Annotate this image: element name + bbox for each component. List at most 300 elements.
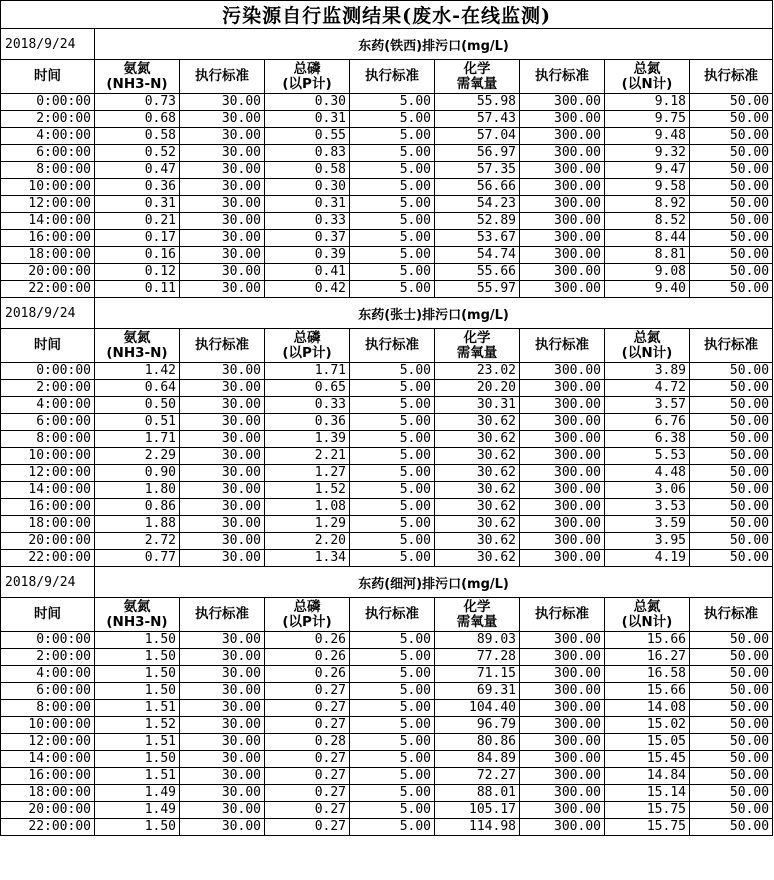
column-header-cod [435, 60, 520, 94]
cell-ammonia: 0.17 [95, 230, 180, 247]
cell-nitrogen: 14.08 [605, 700, 690, 717]
cell-phosphorus-standard: 5.00 [350, 128, 435, 145]
cell-cod: 69.31 [435, 683, 520, 700]
cell-time: 12:00:00 [1, 734, 95, 751]
cell-nitrogen-standard: 50.00 [690, 550, 773, 567]
cell-nitrogen-standard: 50.00 [690, 94, 773, 111]
cell-nitrogen-standard: 50.00 [690, 632, 773, 649]
cell-cod-standard: 300.00 [520, 179, 605, 196]
table-row [1, 264, 773, 281]
cell-ammonia: 1.50 [95, 632, 180, 649]
cell-phosphorus: 0.27 [265, 683, 350, 700]
column-header-time [1, 598, 95, 632]
cell-phosphorus-standard: 5.00 [350, 380, 435, 397]
table-row [1, 111, 773, 128]
cell-time: 14:00:00 [1, 482, 95, 499]
column-header-nitrogen [605, 60, 690, 94]
cell-phosphorus-standard: 5.00 [350, 448, 435, 465]
table-row [1, 717, 773, 734]
cell-ammonia-standard: 30.00 [180, 533, 265, 550]
cell-ammonia-standard: 30.00 [180, 94, 265, 111]
cell-time: 20:00:00 [1, 264, 95, 281]
cell-ammonia-standard: 30.00 [180, 213, 265, 230]
cell-nitrogen-standard: 50.00 [690, 230, 773, 247]
table-row [1, 162, 773, 179]
column-header-ammonia-standard [180, 60, 265, 94]
cell-time: 14:00:00 [1, 751, 95, 768]
header-line-2: (以N计) [621, 344, 673, 361]
cell-ammonia-standard: 30.00 [180, 448, 265, 465]
header-line-2: 需氧量 [456, 613, 498, 630]
table-row [1, 700, 773, 717]
cell-nitrogen: 6.38 [605, 431, 690, 448]
cell-phosphorus: 0.33 [265, 213, 350, 230]
table-row [1, 397, 773, 414]
section-station-title: 东药(细河)排污口(mg/L) [95, 567, 773, 598]
cell-phosphorus-standard: 5.00 [350, 482, 435, 499]
cell-nitrogen-standard: 50.00 [690, 785, 773, 802]
header-line-2: (NH3-N) [106, 344, 168, 361]
cell-phosphorus: 0.55 [265, 128, 350, 145]
cell-ammonia: 0.12 [95, 264, 180, 281]
cell-nitrogen: 4.72 [605, 380, 690, 397]
cell-nitrogen-standard: 50.00 [690, 111, 773, 128]
cell-time: 16:00:00 [1, 230, 95, 247]
header-line-1: 时间 [34, 606, 61, 622]
cell-ammonia-standard: 30.00 [180, 230, 265, 247]
cell-time: 0:00:00 [1, 94, 95, 111]
table-row [1, 533, 773, 550]
cell-cod-standard: 300.00 [520, 196, 605, 213]
cell-time: 8:00:00 [1, 700, 95, 717]
header-line-1: 总氮 [633, 598, 661, 615]
cell-time: 18:00:00 [1, 516, 95, 533]
cell-cod: 57.43 [435, 111, 520, 128]
cell-ammonia: 1.50 [95, 819, 180, 836]
header-line-1: 总磷 [293, 60, 321, 77]
cell-cod-standard: 300.00 [520, 768, 605, 785]
cell-cod-standard: 300.00 [520, 281, 605, 298]
cell-ammonia: 2.29 [95, 448, 180, 465]
table-row [1, 499, 773, 516]
cell-ammonia-standard: 30.00 [180, 802, 265, 819]
table-row [1, 550, 773, 567]
cell-cod: 54.74 [435, 247, 520, 264]
cell-ammonia: 0.31 [95, 196, 180, 213]
cell-cod-standard: 300.00 [520, 128, 605, 145]
cell-phosphorus: 1.52 [265, 482, 350, 499]
header-line-1: 氨氮 [123, 60, 151, 77]
cell-ammonia: 0.58 [95, 128, 180, 145]
cell-phosphorus-standard: 5.00 [350, 499, 435, 516]
column-header-nitrogen [605, 329, 690, 363]
cell-time: 22:00:00 [1, 819, 95, 836]
column-header-nitrogen-standard [690, 60, 773, 94]
cell-cod-standard: 300.00 [520, 734, 605, 751]
cell-cod-standard: 300.00 [520, 414, 605, 431]
cell-ammonia-standard: 30.00 [180, 751, 265, 768]
cell-phosphorus-standard: 5.00 [350, 397, 435, 414]
cell-cod: 30.62 [435, 533, 520, 550]
cell-nitrogen-standard: 50.00 [690, 482, 773, 499]
cell-cod: 84.89 [435, 751, 520, 768]
cell-nitrogen: 15.45 [605, 751, 690, 768]
cell-time: 8:00:00 [1, 162, 95, 179]
cell-nitrogen-standard: 50.00 [690, 247, 773, 264]
cell-nitrogen-standard: 50.00 [690, 819, 773, 836]
header-line-2: 需氧量 [456, 75, 498, 92]
cell-nitrogen-standard: 50.00 [690, 700, 773, 717]
report-title: 污染源自行监测结果(废水-在线监测) [1, 1, 773, 29]
table-row [1, 666, 773, 683]
cell-nitrogen: 3.89 [605, 363, 690, 380]
cell-cod-standard: 300.00 [520, 499, 605, 516]
header-line-1: 化学 [463, 60, 491, 77]
cell-nitrogen: 15.02 [605, 717, 690, 734]
cell-ammonia: 0.47 [95, 162, 180, 179]
header-line-1: 执行标准 [535, 337, 589, 353]
cell-time: 10:00:00 [1, 179, 95, 196]
cell-nitrogen: 15.75 [605, 819, 690, 836]
cell-cod-standard: 300.00 [520, 819, 605, 836]
column-header-phosphorus [265, 329, 350, 363]
cell-time: 4:00:00 [1, 128, 95, 145]
cell-phosphorus-standard: 5.00 [350, 179, 435, 196]
cell-cod: 30.62 [435, 448, 520, 465]
table-row [1, 632, 773, 649]
cell-ammonia: 0.77 [95, 550, 180, 567]
cell-time: 8:00:00 [1, 431, 95, 448]
cell-nitrogen-standard: 50.00 [690, 802, 773, 819]
header-line-1: 化学 [463, 598, 491, 615]
column-header-nitrogen-standard [690, 329, 773, 363]
cell-ammonia: 0.50 [95, 397, 180, 414]
cell-phosphorus: 0.31 [265, 111, 350, 128]
column-header-ammonia [95, 598, 180, 632]
cell-time: 18:00:00 [1, 785, 95, 802]
cell-phosphorus-standard: 5.00 [350, 363, 435, 380]
cell-cod-standard: 300.00 [520, 533, 605, 550]
cell-phosphorus: 0.30 [265, 94, 350, 111]
cell-time: 10:00:00 [1, 717, 95, 734]
cell-time: 16:00:00 [1, 499, 95, 516]
cell-nitrogen-standard: 50.00 [690, 162, 773, 179]
cell-phosphorus-standard: 5.00 [350, 768, 435, 785]
cell-cod-standard: 300.00 [520, 751, 605, 768]
cell-cod: 54.23 [435, 196, 520, 213]
cell-cod: 55.66 [435, 264, 520, 281]
cell-ammonia: 1.50 [95, 666, 180, 683]
cell-nitrogen: 14.84 [605, 768, 690, 785]
cell-nitrogen-standard: 50.00 [690, 414, 773, 431]
cell-cod: 88.01 [435, 785, 520, 802]
column-header-phosphorus-standard [350, 598, 435, 632]
table-row [1, 128, 773, 145]
cell-ammonia-standard: 30.00 [180, 397, 265, 414]
cell-phosphorus: 2.20 [265, 533, 350, 550]
cell-phosphorus: 1.29 [265, 516, 350, 533]
cell-nitrogen-standard: 50.00 [690, 751, 773, 768]
header-line-1: 执行标准 [365, 606, 419, 622]
cell-cod-standard: 300.00 [520, 465, 605, 482]
cell-phosphorus: 1.27 [265, 465, 350, 482]
column-header-row [1, 60, 773, 94]
cell-ammonia: 0.86 [95, 499, 180, 516]
table-row [1, 380, 773, 397]
cell-cod-standard: 300.00 [520, 649, 605, 666]
column-header-ammonia-standard [180, 329, 265, 363]
cell-nitrogen: 16.27 [605, 649, 690, 666]
table-row [1, 179, 773, 196]
cell-ammonia: 1.88 [95, 516, 180, 533]
cell-cod-standard: 300.00 [520, 666, 605, 683]
cell-nitrogen-standard: 50.00 [690, 649, 773, 666]
cell-nitrogen: 9.75 [605, 111, 690, 128]
cell-ammonia-standard: 30.00 [180, 666, 265, 683]
cell-ammonia: 1.52 [95, 717, 180, 734]
cell-phosphorus-standard: 5.00 [350, 431, 435, 448]
cell-phosphorus: 0.27 [265, 802, 350, 819]
cell-phosphorus-standard: 5.00 [350, 414, 435, 431]
cell-nitrogen-standard: 50.00 [690, 717, 773, 734]
header-line-1: 总磷 [293, 598, 321, 615]
cell-phosphorus-standard: 5.00 [350, 111, 435, 128]
cell-nitrogen-standard: 50.00 [690, 683, 773, 700]
cell-ammonia: 1.51 [95, 734, 180, 751]
cell-time: 10:00:00 [1, 448, 95, 465]
column-header-phosphorus-standard [350, 329, 435, 363]
header-line-1: 总氮 [633, 329, 661, 346]
cell-phosphorus-standard: 5.00 [350, 213, 435, 230]
cell-ammonia-standard: 30.00 [180, 247, 265, 264]
cell-nitrogen-standard: 50.00 [690, 431, 773, 448]
cell-ammonia-standard: 30.00 [180, 649, 265, 666]
section-date: 2018/9/24 [1, 567, 95, 598]
cell-phosphorus-standard: 5.00 [350, 281, 435, 298]
cell-nitrogen-standard: 50.00 [690, 734, 773, 751]
cell-ammonia-standard: 30.00 [180, 179, 265, 196]
cell-time: 12:00:00 [1, 196, 95, 213]
cell-nitrogen: 9.40 [605, 281, 690, 298]
table-row [1, 448, 773, 465]
cell-phosphorus-standard: 5.00 [350, 264, 435, 281]
cell-phosphorus: 0.37 [265, 230, 350, 247]
cell-ammonia: 0.90 [95, 465, 180, 482]
cell-nitrogen: 15.66 [605, 632, 690, 649]
cell-phosphorus-standard: 5.00 [350, 230, 435, 247]
cell-phosphorus-standard: 5.00 [350, 683, 435, 700]
cell-cod: 104.40 [435, 700, 520, 717]
cell-phosphorus-standard: 5.00 [350, 819, 435, 836]
cell-time: 0:00:00 [1, 363, 95, 380]
cell-phosphorus-standard: 5.00 [350, 516, 435, 533]
cell-cod-standard: 300.00 [520, 162, 605, 179]
cell-nitrogen-standard: 50.00 [690, 666, 773, 683]
column-header-cod-standard [520, 329, 605, 363]
table-row [1, 819, 773, 836]
table-row [1, 516, 773, 533]
header-line-2: 需氧量 [456, 344, 498, 361]
cell-phosphorus-standard: 5.00 [350, 666, 435, 683]
cell-nitrogen: 9.08 [605, 264, 690, 281]
cell-cod-standard: 300.00 [520, 632, 605, 649]
cell-nitrogen-standard: 50.00 [690, 465, 773, 482]
cell-ammonia: 1.42 [95, 363, 180, 380]
cell-phosphorus: 0.26 [265, 649, 350, 666]
cell-phosphorus: 1.39 [265, 431, 350, 448]
cell-ammonia: 0.64 [95, 380, 180, 397]
cell-cod-standard: 300.00 [520, 516, 605, 533]
cell-phosphorus: 1.71 [265, 363, 350, 380]
column-header-cod [435, 598, 520, 632]
cell-ammonia-standard: 30.00 [180, 196, 265, 213]
cell-phosphorus: 0.26 [265, 632, 350, 649]
cell-phosphorus: 0.42 [265, 281, 350, 298]
header-line-1: 总磷 [293, 329, 321, 346]
cell-ammonia-standard: 30.00 [180, 363, 265, 380]
cell-nitrogen-standard: 50.00 [690, 499, 773, 516]
column-header-time [1, 329, 95, 363]
cell-time: 0:00:00 [1, 632, 95, 649]
cell-cod-standard: 300.00 [520, 94, 605, 111]
cell-time: 4:00:00 [1, 666, 95, 683]
cell-nitrogen-standard: 50.00 [690, 196, 773, 213]
cell-nitrogen: 9.58 [605, 179, 690, 196]
cell-ammonia-standard: 30.00 [180, 632, 265, 649]
header-line-1: 总氮 [633, 60, 661, 77]
cell-ammonia: 0.21 [95, 213, 180, 230]
cell-phosphorus-standard: 5.00 [350, 94, 435, 111]
column-header-row [1, 598, 773, 632]
header-line-1: 时间 [34, 68, 61, 84]
cell-ammonia: 1.71 [95, 431, 180, 448]
cell-cod: 30.62 [435, 499, 520, 516]
cell-ammonia: 0.68 [95, 111, 180, 128]
cell-phosphorus: 1.08 [265, 499, 350, 516]
cell-time: 6:00:00 [1, 414, 95, 431]
header-line-1: 执行标准 [365, 68, 419, 84]
cell-cod-standard: 300.00 [520, 448, 605, 465]
column-header-time [1, 60, 95, 94]
cell-ammonia: 0.52 [95, 145, 180, 162]
header-line-2: (以N计) [621, 75, 673, 92]
cell-cod: 30.62 [435, 482, 520, 499]
cell-cod: 30.31 [435, 397, 520, 414]
cell-cod-standard: 300.00 [520, 482, 605, 499]
cell-cod: 20.20 [435, 380, 520, 397]
header-line-1: 氨氮 [123, 598, 151, 615]
cell-ammonia: 1.51 [95, 768, 180, 785]
cell-ammonia: 1.50 [95, 649, 180, 666]
table-row [1, 94, 773, 111]
cell-cod: 77.28 [435, 649, 520, 666]
cell-nitrogen: 16.58 [605, 666, 690, 683]
cell-nitrogen: 8.81 [605, 247, 690, 264]
table-row [1, 281, 773, 298]
cell-ammonia: 0.16 [95, 247, 180, 264]
cell-cod: 30.62 [435, 431, 520, 448]
header-line-1: 化学 [463, 329, 491, 346]
cell-ammonia-standard: 30.00 [180, 734, 265, 751]
cell-nitrogen: 3.06 [605, 482, 690, 499]
cell-ammonia: 2.72 [95, 533, 180, 550]
cell-ammonia-standard: 30.00 [180, 264, 265, 281]
cell-phosphorus-standard: 5.00 [350, 550, 435, 567]
cell-time: 2:00:00 [1, 380, 95, 397]
cell-cod: 71.15 [435, 666, 520, 683]
header-line-1: 执行标准 [365, 337, 419, 353]
column-header-cod-standard [520, 60, 605, 94]
cell-cod: 56.97 [435, 145, 520, 162]
cell-phosphorus: 1.34 [265, 550, 350, 567]
cell-nitrogen-standard: 50.00 [690, 516, 773, 533]
cell-cod-standard: 300.00 [520, 700, 605, 717]
header-line-1: 执行标准 [704, 606, 759, 622]
header-line-1: 执行标准 [704, 337, 759, 353]
cell-time: 6:00:00 [1, 683, 95, 700]
cell-nitrogen: 9.32 [605, 145, 690, 162]
cell-ammonia: 1.50 [95, 683, 180, 700]
cell-time: 14:00:00 [1, 213, 95, 230]
cell-nitrogen-standard: 50.00 [690, 363, 773, 380]
cell-phosphorus-standard: 5.00 [350, 785, 435, 802]
section-date: 2018/9/24 [1, 29, 95, 60]
cell-cod-standard: 300.00 [520, 264, 605, 281]
table-row [1, 734, 773, 751]
table-row [1, 768, 773, 785]
cell-phosphorus: 0.41 [265, 264, 350, 281]
column-header-row [1, 329, 773, 363]
section-header-row [1, 567, 773, 598]
cell-cod: 72.27 [435, 768, 520, 785]
cell-cod: 30.62 [435, 465, 520, 482]
cell-cod-standard: 300.00 [520, 145, 605, 162]
cell-cod-standard: 300.00 [520, 363, 605, 380]
cell-nitrogen: 3.59 [605, 516, 690, 533]
cell-cod: 80.86 [435, 734, 520, 751]
column-header-phosphorus [265, 598, 350, 632]
cell-ammonia-standard: 30.00 [180, 700, 265, 717]
section-header-row [1, 29, 773, 60]
header-line-1: 执行标准 [195, 68, 249, 84]
cell-phosphorus-standard: 5.00 [350, 802, 435, 819]
column-header-ammonia [95, 329, 180, 363]
cell-ammonia-standard: 30.00 [180, 431, 265, 448]
cell-cod-standard: 300.00 [520, 111, 605, 128]
cell-cod: 56.66 [435, 179, 520, 196]
table-row [1, 230, 773, 247]
cell-cod-standard: 300.00 [520, 247, 605, 264]
cell-cod: 96.79 [435, 717, 520, 734]
table-row [1, 431, 773, 448]
table-row [1, 196, 773, 213]
cell-time: 6:00:00 [1, 145, 95, 162]
cell-phosphorus: 0.27 [265, 768, 350, 785]
cell-nitrogen-standard: 50.00 [690, 179, 773, 196]
cell-cod-standard: 300.00 [520, 230, 605, 247]
section-header-row [1, 298, 773, 329]
cell-phosphorus: 0.27 [265, 819, 350, 836]
cell-cod-standard: 300.00 [520, 785, 605, 802]
cell-phosphorus-standard: 5.00 [350, 162, 435, 179]
cell-phosphorus: 0.36 [265, 414, 350, 431]
cell-ammonia-standard: 30.00 [180, 482, 265, 499]
column-header-nitrogen-standard [690, 598, 773, 632]
cell-nitrogen: 4.48 [605, 465, 690, 482]
section-station-title: 东药(铁西)排污口(mg/L) [95, 29, 773, 60]
cell-ammonia: 1.51 [95, 700, 180, 717]
table-row [1, 465, 773, 482]
